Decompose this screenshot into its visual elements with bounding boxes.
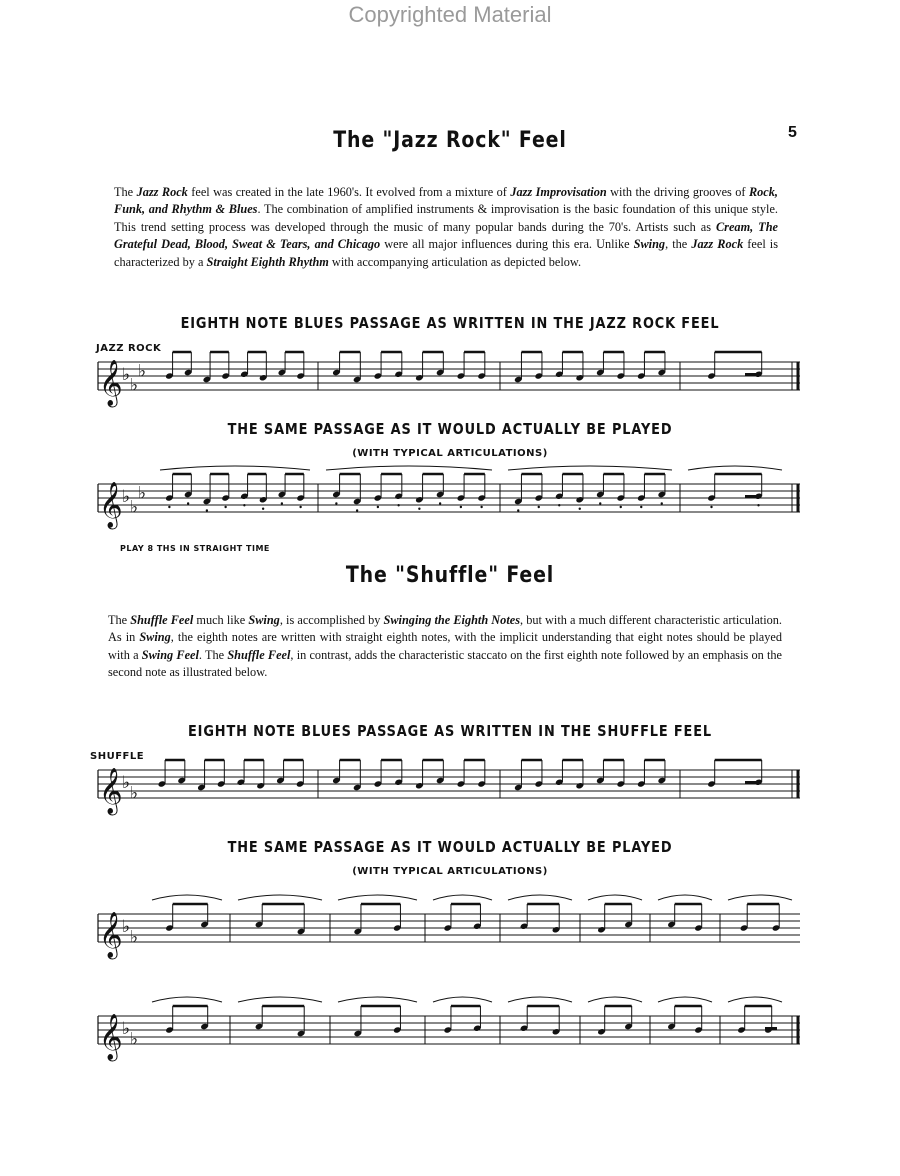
jazz-rock-played-heading: THE SAME PASSAGE AS IT WOULD ACTUALLY BE PLAYED	[227, 420, 673, 438]
staccato-dot	[538, 506, 540, 508]
triplet-bracket	[152, 895, 222, 900]
staccato-dot	[480, 506, 482, 508]
flat-icon: ♭	[130, 375, 139, 396]
staccato-dot	[558, 504, 560, 506]
emphasis-text: Jazz Rock	[691, 237, 744, 252]
jazz-rock-played-subheading: (WITH TYPICAL ARTICULATIONS)	[352, 448, 548, 459]
staccato-dot	[187, 502, 189, 504]
flat-icon: ♭	[122, 365, 131, 385]
slur-mark	[326, 466, 492, 470]
flat-icon: ♭	[130, 783, 139, 804]
staccato-dot	[206, 509, 208, 511]
slur-mark	[508, 466, 672, 470]
shuffle-paragraph	[108, 612, 782, 682]
triplet-bracket	[508, 895, 572, 900]
jazz-rock-written-staff	[0, 348, 900, 418]
staccato-dot	[460, 506, 462, 508]
staccato-dot	[640, 506, 642, 508]
staccato-dot	[579, 508, 581, 510]
shuffle-played-heading: THE SAME PASSAGE AS IT WOULD ACTUALLY BE PLAYED	[227, 838, 673, 856]
triplet-bracket	[728, 997, 782, 1002]
staccato-dot	[439, 502, 441, 504]
rest-icon	[745, 781, 757, 784]
jazz-rock-title: The "Jazz Rock" Feel	[333, 128, 567, 153]
flat-icon: ♭	[138, 361, 147, 382]
triplet-bracket	[338, 997, 417, 1002]
slur-mark	[160, 466, 310, 470]
triplet-bracket	[658, 895, 712, 900]
body-text: . The	[198, 647, 228, 662]
emphasis-text: Jazz Rock	[136, 185, 188, 199]
triplet-bracket	[152, 997, 222, 1002]
page-number: 5	[788, 124, 797, 141]
treble-clef-icon: 𝄞	[99, 768, 123, 814]
emphasis-text: Swinging the Eighth Notes	[383, 613, 520, 627]
body-text: feel is characterized by a	[114, 237, 779, 269]
emphasis-text: Jazz Improvisation	[510, 185, 607, 199]
emphasis-text: Shuffle Feel	[130, 613, 194, 627]
emphasis-text: Cream, The Grateful Dead, Blood, Sweat & Tears, and Chicago	[114, 219, 778, 252]
rest-icon	[745, 495, 757, 498]
rest-icon	[765, 1027, 777, 1030]
jazz-rock-written-heading: EIGHTH NOTE BLUES PASSAGE AS WRITTEN IN THE JAZZ ROCK FEEL	[180, 314, 720, 332]
triplet-bracket	[728, 895, 792, 900]
body-text: with the driving grooves of	[606, 185, 749, 199]
emphasis-text: Swing	[633, 237, 666, 252]
flat-icon: ♭	[122, 917, 131, 937]
jazz-rock-played-staff	[0, 470, 900, 540]
flat-icon: ♭	[122, 487, 131, 507]
staccato-dot	[356, 509, 358, 511]
straight-time-footnote: PLAY 8 THS IN STRAIGHT TIME	[120, 544, 270, 553]
body-text: The	[114, 185, 137, 199]
staccato-dot	[620, 506, 622, 508]
staccato-dot	[168, 506, 170, 508]
emphasis-text: Swing	[139, 630, 171, 645]
body-text: with accompanying articulation as depicted below.	[328, 254, 582, 269]
staccato-dot	[262, 508, 264, 510]
flat-icon: ♭	[130, 1029, 139, 1050]
treble-clef-icon: 𝄞	[99, 360, 123, 406]
treble-clef-icon: 𝄞	[99, 912, 123, 958]
staccato-dot	[281, 502, 283, 504]
triplet-bracket	[433, 895, 492, 900]
slur-mark	[688, 466, 782, 470]
staccato-dot	[299, 506, 301, 508]
shuffle-played-staff-1	[0, 886, 900, 966]
copyright-watermark: Copyrighted Material	[348, 2, 552, 27]
triplet-bracket	[508, 997, 572, 1002]
body-text: , the eighth notes are written with straight eighth notes, with the implicit understanding that eight notes should be played with a	[108, 630, 782, 662]
body-text: , is accomplished by	[279, 613, 384, 627]
flat-icon: ♭	[138, 483, 147, 504]
jazz-rock-paragraph	[114, 184, 778, 271]
treble-clef-icon: 𝄞	[99, 482, 123, 528]
body-text: , but with a much different characteristic articulation. As in	[108, 613, 782, 645]
body-text: much like	[193, 613, 249, 627]
body-text: The	[108, 613, 131, 627]
shuffle-played-staff-2	[0, 988, 900, 1068]
staccato-dot	[599, 502, 601, 504]
staccato-dot	[517, 509, 519, 511]
rest-icon	[745, 373, 757, 376]
treble-clef-icon: 𝄞	[99, 1014, 123, 1060]
jazz-rock-staff-label: JAZZ ROCK	[96, 343, 162, 354]
flat-icon: ♭	[130, 497, 139, 518]
triplet-bracket	[658, 997, 712, 1002]
shuffle-staff-label: SHUFFLE	[90, 751, 145, 762]
staccato-dot	[418, 508, 420, 510]
body-text: feel was created in the late 1960's. It evolved from a mixture of	[187, 185, 511, 199]
shuffle-written-heading: EIGHTH NOTE BLUES PASSAGE AS WRITTEN IN THE SHUFFLE FEEL	[188, 722, 712, 740]
shuffle-written-staff	[0, 756, 900, 826]
body-text: were all major influences during this era. Unlike	[380, 237, 634, 252]
triplet-bracket	[433, 997, 492, 1002]
flat-icon: ♭	[122, 1019, 131, 1039]
flat-icon: ♭	[130, 927, 139, 948]
staccato-dot	[224, 506, 226, 508]
emphasis-text: Shuffle Feel	[227, 647, 291, 662]
triplet-bracket	[588, 895, 642, 900]
staccato-dot	[661, 502, 663, 504]
emphasis-text: Straight Eighth Rhythm	[206, 254, 329, 269]
emphasis-text: Swing Feel	[141, 647, 199, 662]
body-text: , in contrast, adds the characteristic staccato on the first eighth note followed by an emphasis on the second note as illustrated below.	[108, 647, 782, 680]
staccato-dot	[243, 504, 245, 506]
staccato-dot	[377, 506, 379, 508]
staccato-dot	[397, 504, 399, 506]
shuffle-title: The "Shuffle" Feel	[345, 563, 555, 588]
body-text: , the	[665, 237, 692, 252]
triplet-bracket	[588, 997, 642, 1002]
body-text: . The combination of amplified instruments & improvisation is the basic foundation of this unique style. This trend setting process was developed through the music of many popular bands during the 70's. Artists such as	[114, 202, 778, 234]
triplet-bracket	[338, 895, 417, 900]
shuffle-played-subheading: (WITH TYPICAL ARTICULATIONS)	[352, 866, 548, 877]
staccato-dot	[757, 504, 759, 506]
emphasis-text: Swing	[248, 613, 280, 627]
staccato-dot	[335, 502, 337, 504]
flat-icon: ♭	[122, 773, 131, 793]
triplet-bracket	[238, 997, 322, 1002]
triplet-bracket	[238, 895, 322, 900]
emphasis-text: Rock, Funk, and Rhythm & Blues	[114, 185, 778, 217]
staccato-dot	[710, 506, 712, 508]
